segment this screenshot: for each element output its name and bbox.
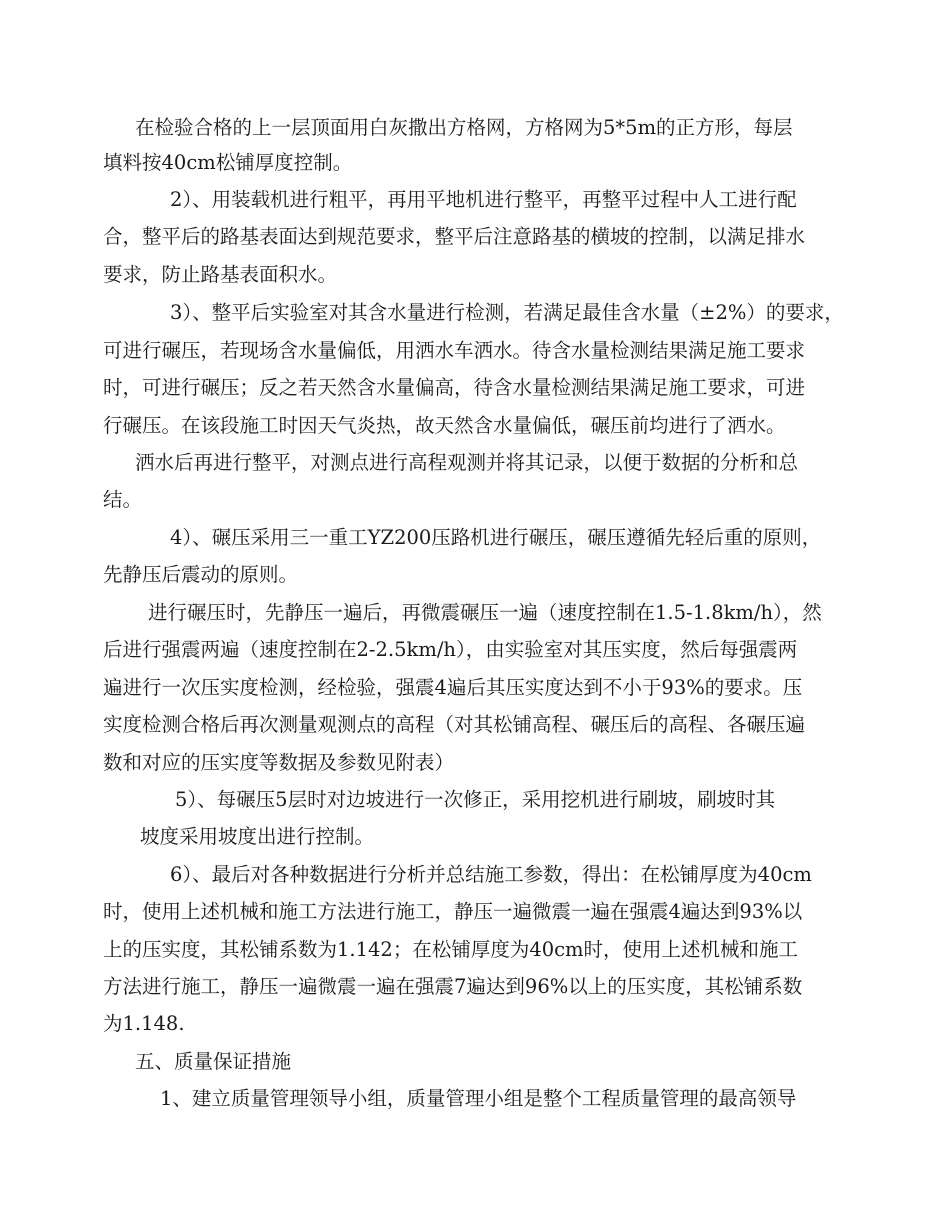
text-line: 2）、用装载机进行粗平，再用平地机进行整平，再整平过程中人工进行配 bbox=[170, 188, 797, 211]
text-line: 可进行碾压，若现场含水量偏低，用洒水车洒水。待含水量检测结果满足施工要求 bbox=[103, 339, 806, 362]
text-line: 先静压后震动的原则。 bbox=[103, 563, 299, 586]
text-line: 上的压实度，其松铺系数为1.142；在松铺厚度为40cm时，使用上述机械和施工 bbox=[103, 938, 799, 961]
text-line: 要求，防止路基表面积水。 bbox=[103, 263, 338, 286]
text-line: 在检验合格的上一层顶面用白灰撒出方格网，方格网为5*5m的正方形，每层 bbox=[135, 116, 793, 139]
text-line: 洒水后再进行整平，对测点进行高程观测并将其记录，以便于数据的分析和总 bbox=[135, 451, 799, 474]
text-line: 3）、整平后实验室对其含水量进行检测，若满足最佳含水量（±2%）的要求， bbox=[170, 301, 844, 324]
text-line: 1、建立质量管理领导小组，质量管理小组是整个工程质量管理的最高领导 bbox=[160, 1087, 797, 1110]
text-line: 填料按40cm松铺厚度控制。 bbox=[103, 151, 353, 174]
text-line: 行碾压。在该段施工时因天气炎热，故天然含水量偏低，碾压前均进行了洒水。 bbox=[103, 414, 786, 437]
text-line: 5）、每碾压5层时对边坡进行一次修正，采用挖机进行刷坡，刷坡时其 bbox=[175, 788, 776, 811]
text-line: 遍进行一次压实度检测，经检验，强震4遍后其压实度达到不小于93%的要求。压 bbox=[103, 676, 803, 699]
text-line: 进行碾压时，先静压一遍后，再微震碾压一遍（速度控制在1.5-1.8km/h），然 bbox=[148, 601, 822, 624]
text-line: 实度检测合格后再次测量观测点的高程（对其松铺高程、碾压后的高程、各碾压遍 bbox=[103, 713, 806, 736]
section-heading: 五、质量保证措施 bbox=[135, 1050, 292, 1073]
text-line: 4）、碾压采用三一重工YZ200压路机进行碾压，碾压遵循先轻后重的原则， bbox=[170, 526, 822, 549]
text-line: 数和对应的压实度等数据及参数见附表） bbox=[103, 751, 455, 774]
text-line: 时，可进行碾压；反之若天然含水量偏高，待含水量检测结果满足施工要求，可进 bbox=[103, 376, 806, 399]
text-line: 6）、最后对各种数据进行分析并总结施工参数，得出：在松铺厚度为40cm bbox=[170, 863, 812, 886]
text-line: 时，使用上述机械和施工方法进行施工，静压一遍微震一遍在强震4遍达到93%以 bbox=[103, 900, 803, 923]
text-line: 坡度采用坡度出进行控制。 bbox=[140, 825, 375, 848]
text-line: 合，整平后的路基表面达到规范要求，整平后注意路基的横坡的控制，以满足排水 bbox=[103, 225, 806, 248]
text-line: 方法进行施工，静压一遍微震一遍在强震7遍达到96%以上的压实度，其松铺系数 bbox=[103, 975, 803, 998]
text-line: 为1.148. bbox=[103, 1012, 185, 1035]
text-line: 结。 bbox=[103, 488, 143, 511]
text-line: 后进行强震两遍（速度控制在2-2.5km/h），由实验室对其压实度，然后每强震两 bbox=[103, 638, 798, 661]
